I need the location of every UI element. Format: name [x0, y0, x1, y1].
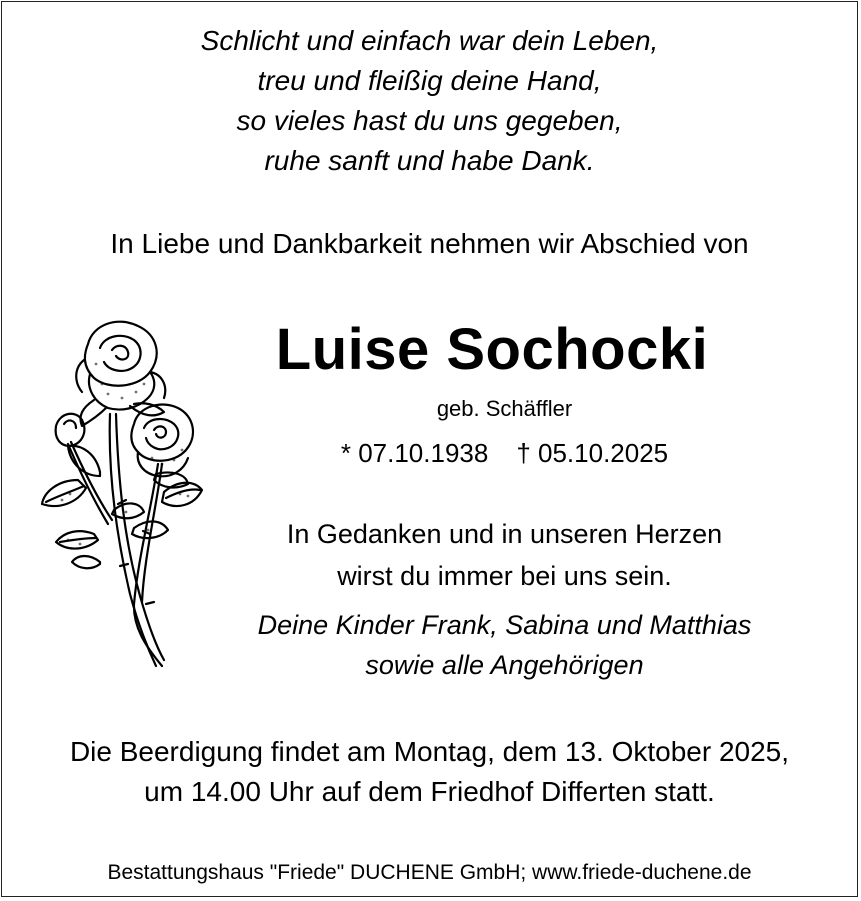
funeral-home-footer: Bestattungshaus "Friede" DUCHENE GmbH; www.friede-duchene.de — [107, 861, 752, 884]
death-date: † 05.10.2025 — [516, 438, 669, 468]
obituary-notice — [1, 1, 858, 897]
life-dates — [207, 440, 802, 466]
poem-line-2: treu und fleißig deine Hand, — [257, 65, 602, 96]
poem-line-1: Schlicht und einfach war dein Leben, — [200, 25, 659, 56]
birth-name: geb. Schäffler — [436, 396, 573, 421]
farewell-intro: In Liebe und Dankbarkeit nehmen wir Abschied von — [110, 228, 749, 259]
funeral-line-1: Die Beerdigung findet am Montag, dem 13. Oktober 2025, — [69, 736, 790, 767]
birth-date: * 07.10.1938 — [340, 438, 489, 468]
quote-line-2: wirst du immer bei uns sein. — [337, 561, 672, 591]
deceased-name: Luise Sochocki — [275, 317, 709, 382]
funeral-line-2: um 14.00 Uhr auf dem Friedhof Differten statt. — [144, 776, 715, 807]
poem-line-4: ruhe sanft und habe Dank. — [264, 145, 595, 176]
family-line-2: sowie alle Angehörigen — [365, 650, 644, 680]
quote-line-1: In Gedanken und in unseren Herzen — [286, 519, 723, 549]
family-line-1: Deine Kinder Frank, Sabina und Matthias — [257, 610, 752, 640]
poem-line-3: so vieles hast du uns gegeben, — [236, 105, 623, 136]
